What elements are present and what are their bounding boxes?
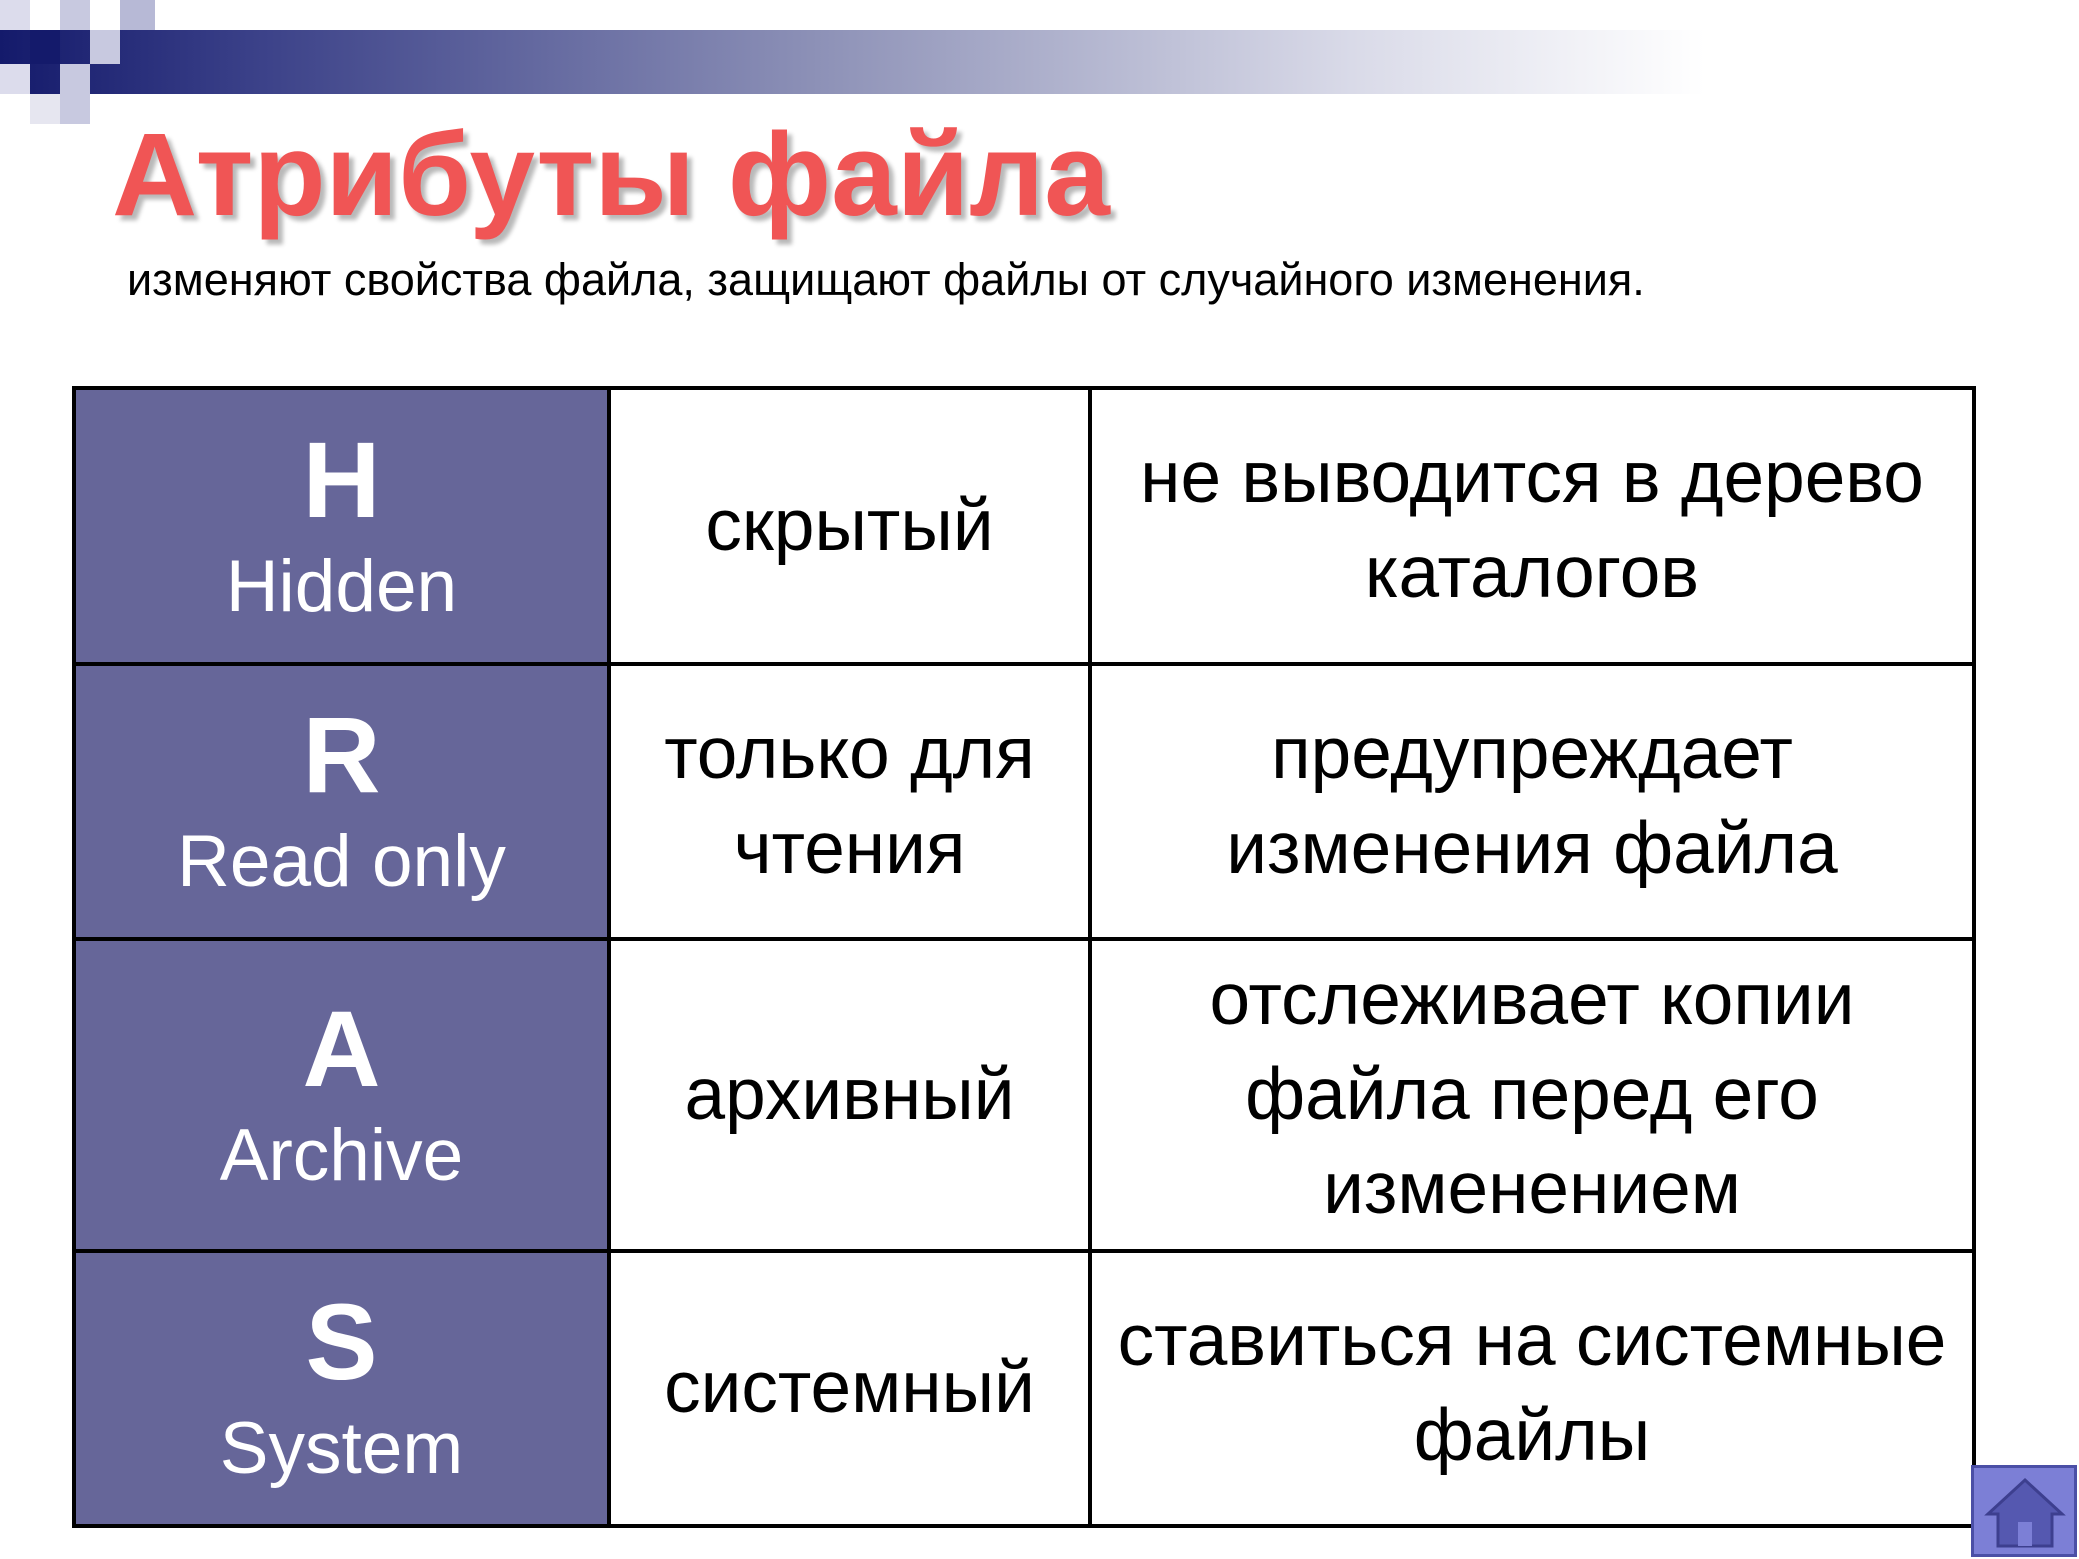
attribute-ru-name: только для чтения [609, 664, 1090, 939]
attribute-letter: A [302, 987, 381, 1109]
attribute-description: отслеживает копии файла перед его изменением [1090, 939, 1974, 1251]
decorative-square [30, 94, 60, 124]
attribute-name: Archive [219, 1114, 464, 1196]
attribute-letter: H [302, 418, 381, 540]
attribute-name: Read only [177, 821, 506, 903]
attribute-letter: S [305, 1281, 378, 1403]
decorative-square [0, 64, 30, 94]
attribute-ru-name: скрытый [609, 388, 1090, 664]
attribute-code-cell [74, 388, 609, 664]
header-gradient-bar [0, 30, 2079, 94]
decorative-square [60, 94, 90, 124]
attribute-description: не выводится в дерево каталогов [1090, 388, 1974, 664]
attributes-table [72, 386, 1976, 1528]
home-icon [1982, 1474, 2068, 1550]
attribute-name: System [219, 1408, 464, 1490]
decorative-square [30, 30, 60, 64]
slide-subtitle: изменяют свойства файла, защищают файлы от случайного изменения. [127, 254, 1645, 305]
attribute-code-cell [74, 664, 609, 939]
table-row [74, 1251, 1974, 1526]
decorative-square [0, 0, 30, 30]
attribute-code-cell [74, 1251, 609, 1526]
attribute-description: предупреждает изменения файла [1090, 664, 1974, 939]
attribute-description: ставиться на системные файлы [1090, 1251, 1974, 1526]
attribute-letter: R [302, 694, 381, 816]
attribute-name: Hidden [225, 545, 458, 627]
table-row [74, 664, 1974, 939]
attribute-ru-name: архивный [609, 939, 1090, 1251]
decorative-square [60, 0, 90, 30]
home-button[interactable] [1971, 1465, 2077, 1557]
attribute-code-cell [74, 939, 609, 1251]
table-row [74, 939, 1974, 1251]
slide-title: Атрибуты файла [112, 109, 1110, 241]
attribute-ru-name: системный [609, 1251, 1090, 1526]
table-row [74, 388, 1974, 664]
decorative-square [60, 64, 90, 94]
decorative-square [90, 30, 120, 64]
decorative-square [120, 0, 155, 30]
